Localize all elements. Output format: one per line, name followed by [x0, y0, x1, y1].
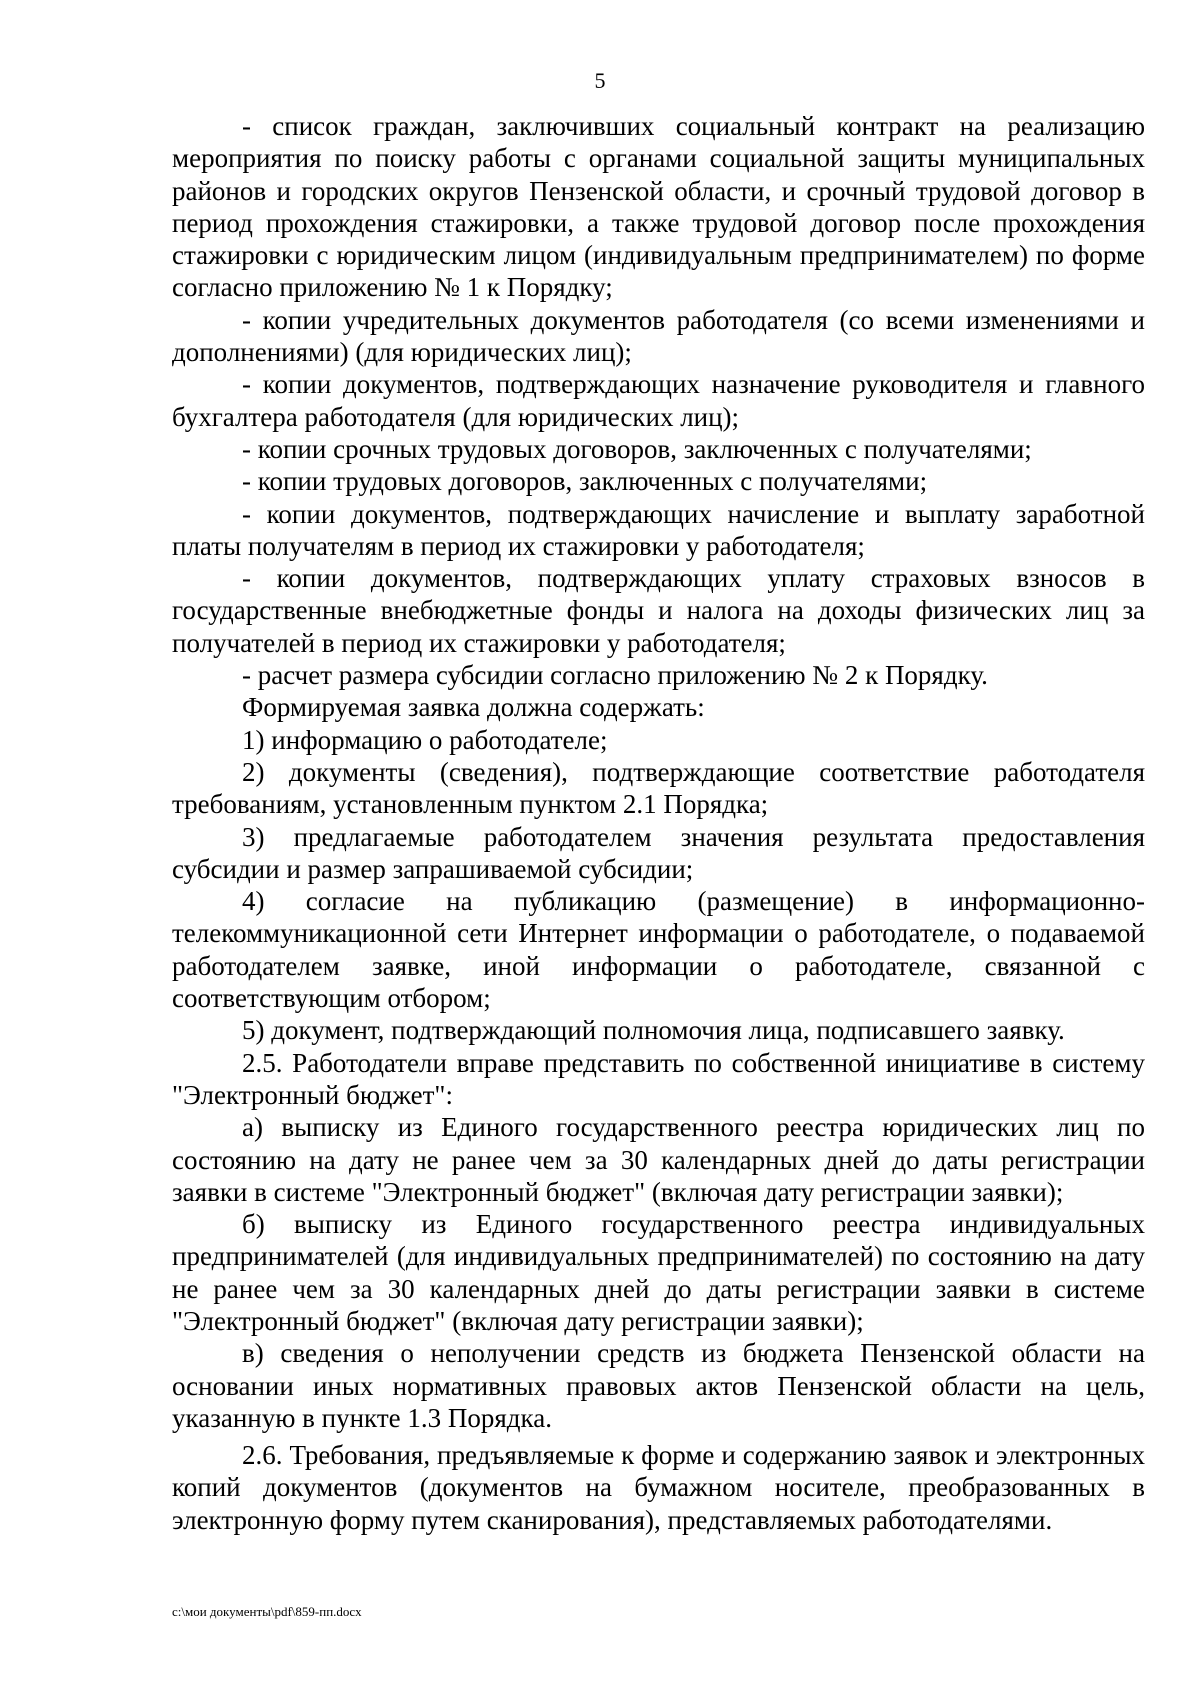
- list-item-1: 1) информацию о работодателе;: [242, 724, 608, 755]
- paragraph-application-contents: Формируемая заявка должна содержать:: [242, 692, 705, 723]
- list-item-4: 4) согласие на публикацию (размещение) в информационно-телекоммуникационной сети Интернет информации о работодателе, о подаваемой работодателем заявке, иной информации о работодателе, связанной с соответствующим отбором;: [172, 886, 1145, 1014]
- clause-2-5: 2.5. Работодатели вправе представить по собственной инициативе в систему "Электронный бюджет":: [172, 1047, 1145, 1110]
- paragraph-insurance-documents: - копии документов, подтверждающих уплату страховых взносов в государственные внебюджетные фонды и налога на доходы физических лиц за получателей в период их стажировки у работодателя;: [172, 563, 1145, 658]
- list-item-3: 3) предлагаемые работодателем значения результата предоставления субсидии и размер запрашиваемой субсидии;: [172, 821, 1145, 884]
- paragraph-founding-documents: - копии учредительных документов работодателя (со всеми изменениями и дополнениями) (для юридических лиц);: [172, 304, 1145, 368]
- paragraph-appointment-documents: - копии документов, подтверждающих назначение руководителя и главного бухгалтера работодателя (для юридических лиц);: [172, 369, 1145, 432]
- document-body: [172, 110, 1145, 1536]
- list-item-2: 2) документы (сведения), подтверждающие соответствие работодателя требованиям, установленным пунктом 2.1 Порядка;: [172, 756, 1145, 820]
- paragraph-citizens-list: - список граждан, заключивших социальный контракт на реализацию мероприятия по поиску работы с органами социальной защиты муниципальных районов и городских округов Пензенской области, и срочный трудовой договор в период прохождения стажировки, а также трудовой договор после прохождения стажировки с юридическим лицом (индивидуальным предпринимателем) по форме согласно приложению № 1 к Порядку;: [172, 111, 1145, 303]
- footer-file-path: c:\мои документы\pdf\859-пп.docx: [172, 1604, 362, 1619]
- clause-2-6: 2.6. Требования, предъявляемые к форме и содержанию заявок и электронных копий документов (документов на бумажном носителе, преобразованных в электронную форму путем сканирования), представляемых работодателями.: [172, 1440, 1145, 1535]
- clause-2-5-b: б) выписку из Единого государственного реестра индивидуальных предпринимателей (для индивидуальных предпринимателей) по состоянию на дату не ранее чем за 30 календарных дней до даты регистрации заявки в системе "Электронный бюджет" (включая дату регистрации заявки);: [172, 1209, 1145, 1336]
- clause-2-5-a: а) выписку из Единого государственного реестра юридических лиц по состоянию на дату не ранее чем за 30 календарных дней до даты регистрации заявки в системе "Электронный бюджет" (включая дату регистрации заявки);: [172, 1112, 1145, 1207]
- paragraph-subsidy-calculation: - расчет размера субсидии согласно приложению № 2 к Порядку.: [242, 660, 988, 691]
- list-item-5: 5) документ, подтверждающий полномочия лица, подписавшего заявку.: [242, 1015, 1065, 1046]
- page-number: 5: [594, 68, 606, 93]
- paragraph-salary-documents: - копии документов, подтверждающих начисление и выплату заработной платы получателям в период их стажировки у работодателя;: [172, 498, 1145, 561]
- paragraph-fixed-term-contracts: - копии срочных трудовых договоров, заключенных с получателями;: [242, 433, 1032, 464]
- clause-2-5-c: в) сведения о неполучении средств из бюджета Пензенской области на основании иных нормативных правовых актов Пензенской области на цель, указанную в пункте 1.3 Порядка.: [172, 1338, 1145, 1433]
- paragraph-labor-contracts: - копии трудовых договоров, заключенных с получателями;: [242, 466, 928, 497]
